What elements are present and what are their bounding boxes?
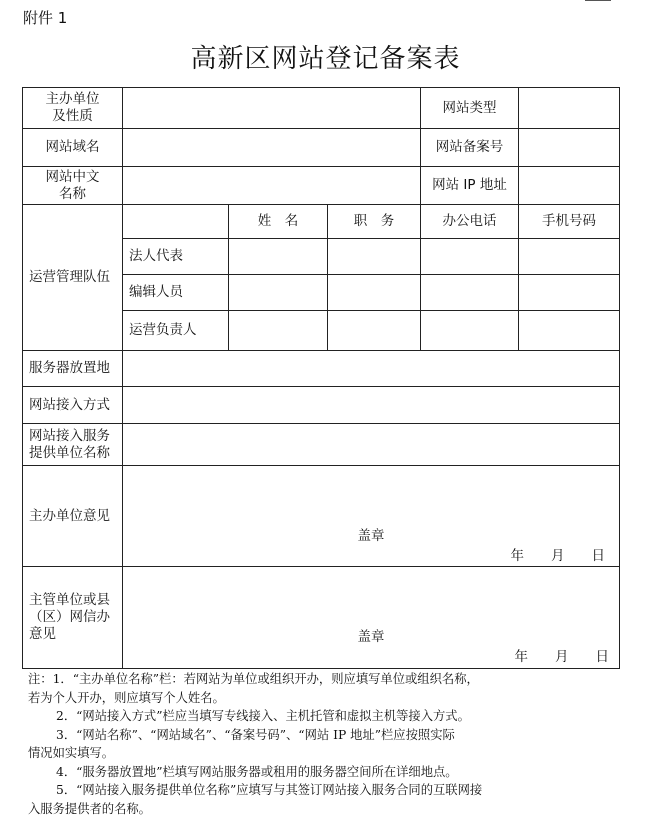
attachment-label: 附件 1 xyxy=(23,9,68,27)
sponsor-opinion-input[interactable] xyxy=(123,466,620,567)
legal-rep-name-input[interactable] xyxy=(229,239,328,275)
sponsor-opinion-label: 主办单位意见 xyxy=(23,466,123,567)
team-header-blank xyxy=(123,205,229,239)
team-header-row xyxy=(23,205,620,239)
row-sponsor xyxy=(23,88,620,129)
access-provider-label xyxy=(23,424,123,466)
team-row-label: 法人代表 xyxy=(123,239,229,275)
date-label: 年 月 日 xyxy=(510,548,605,564)
notes-section xyxy=(28,670,608,818)
sponsor-label xyxy=(23,88,123,129)
access-method-input[interactable] xyxy=(123,387,620,424)
supervisor-opinion-input[interactable] xyxy=(123,567,620,669)
legal-rep-phone-input[interactable] xyxy=(421,239,519,275)
supervisor-opinion-label-text: 主管单位或县 （区）网信办 意见 xyxy=(29,592,110,642)
cn-name-input[interactable] xyxy=(123,167,421,205)
team-col-name: 姓 名 xyxy=(229,205,328,239)
note-line: 5．“网站接入服务提供单位名称”应填写与其签订网站接入服务合同的互联网接 xyxy=(56,783,483,797)
site-type-label: 网站类型 xyxy=(421,88,519,129)
access-provider-label-text: 网站接入服务 提供单位名称 xyxy=(29,427,110,461)
access-method-label: 网站接入方式 xyxy=(23,387,123,424)
ops-lead-position-input[interactable] xyxy=(328,311,421,351)
seal-label: 盖章 xyxy=(357,528,385,544)
sponsor-label-text: 主办单位 及性质 xyxy=(45,91,100,124)
ops-lead-name-input[interactable] xyxy=(229,311,328,351)
note-line: 3．“网站名称”、“网站域名”、“备案号码”、“网站 IP 地址”栏应按照实际 xyxy=(56,727,455,742)
team-col-office-phone: 办公电话 xyxy=(421,205,519,239)
team-row-label: 编辑人员 xyxy=(123,275,229,311)
supervisor-opinion-label xyxy=(23,567,123,669)
editor-mobile-input[interactable] xyxy=(519,275,620,311)
site-type-input[interactable] xyxy=(519,88,620,129)
row-access-provider xyxy=(23,424,620,466)
note-line: 2．“网站接入方式”栏应当填写专线接入、主机托管和虚拟主机等接入方式。 xyxy=(56,709,470,723)
row-server-location xyxy=(23,351,620,387)
legal-rep-mobile-input[interactable] xyxy=(519,239,620,275)
record-no-input[interactable] xyxy=(519,129,620,167)
ops-lead-phone-input[interactable] xyxy=(421,311,519,351)
team-label: 运营管理队伍 xyxy=(23,205,123,351)
note-line: 若为个人开办，则应填写个人姓名。 xyxy=(28,690,225,705)
top-rule xyxy=(585,0,611,1)
team-row-label: 运营负责人 xyxy=(123,311,229,351)
ops-lead-mobile-input[interactable] xyxy=(519,311,620,351)
sponsor-input[interactable] xyxy=(123,88,421,129)
note-line: 入服务提供者的名称。 xyxy=(28,801,151,816)
server-location-input[interactable] xyxy=(123,351,620,387)
editor-phone-input[interactable] xyxy=(421,275,519,311)
row-cn-name xyxy=(23,167,620,205)
page-title: 高新区网站登记备案表 xyxy=(190,44,461,74)
cn-name-label-text: 网站中文 名称 xyxy=(45,168,100,202)
editor-position-input[interactable] xyxy=(328,275,421,311)
row-supervisor-opinion xyxy=(23,567,620,669)
ip-label: 网站 IP 地址 xyxy=(421,167,519,205)
note-line: 注：1．“主办单位名称”栏：若网站为单位或组织开办，则应填写单位或组织名称， xyxy=(28,672,479,686)
row-domain xyxy=(23,129,620,167)
team-col-position: 职 务 xyxy=(328,205,421,239)
date-label: 年 月 日 xyxy=(514,649,609,665)
domain-input[interactable] xyxy=(123,129,421,167)
row-access-method xyxy=(23,387,620,424)
server-location-label: 服务器放置地 xyxy=(23,351,123,387)
note-line: 4．“服务器放置地”栏填写网站服务器或租用的服务器空间所在详细地点。 xyxy=(56,764,458,779)
note-line: 情况如实填写。 xyxy=(28,746,115,760)
domain-label: 网站域名 xyxy=(23,129,123,167)
ip-input[interactable] xyxy=(519,167,620,205)
cn-name-label xyxy=(23,167,123,205)
registration-form-table xyxy=(22,87,620,669)
row-sponsor-opinion xyxy=(23,466,620,567)
team-col-mobile: 手机号码 xyxy=(519,205,620,239)
access-provider-input[interactable] xyxy=(123,424,620,466)
legal-rep-position-input[interactable] xyxy=(328,239,421,275)
record-no-label: 网站备案号 xyxy=(421,129,519,167)
seal-label: 盖章 xyxy=(357,629,385,645)
editor-name-input[interactable] xyxy=(229,275,328,311)
